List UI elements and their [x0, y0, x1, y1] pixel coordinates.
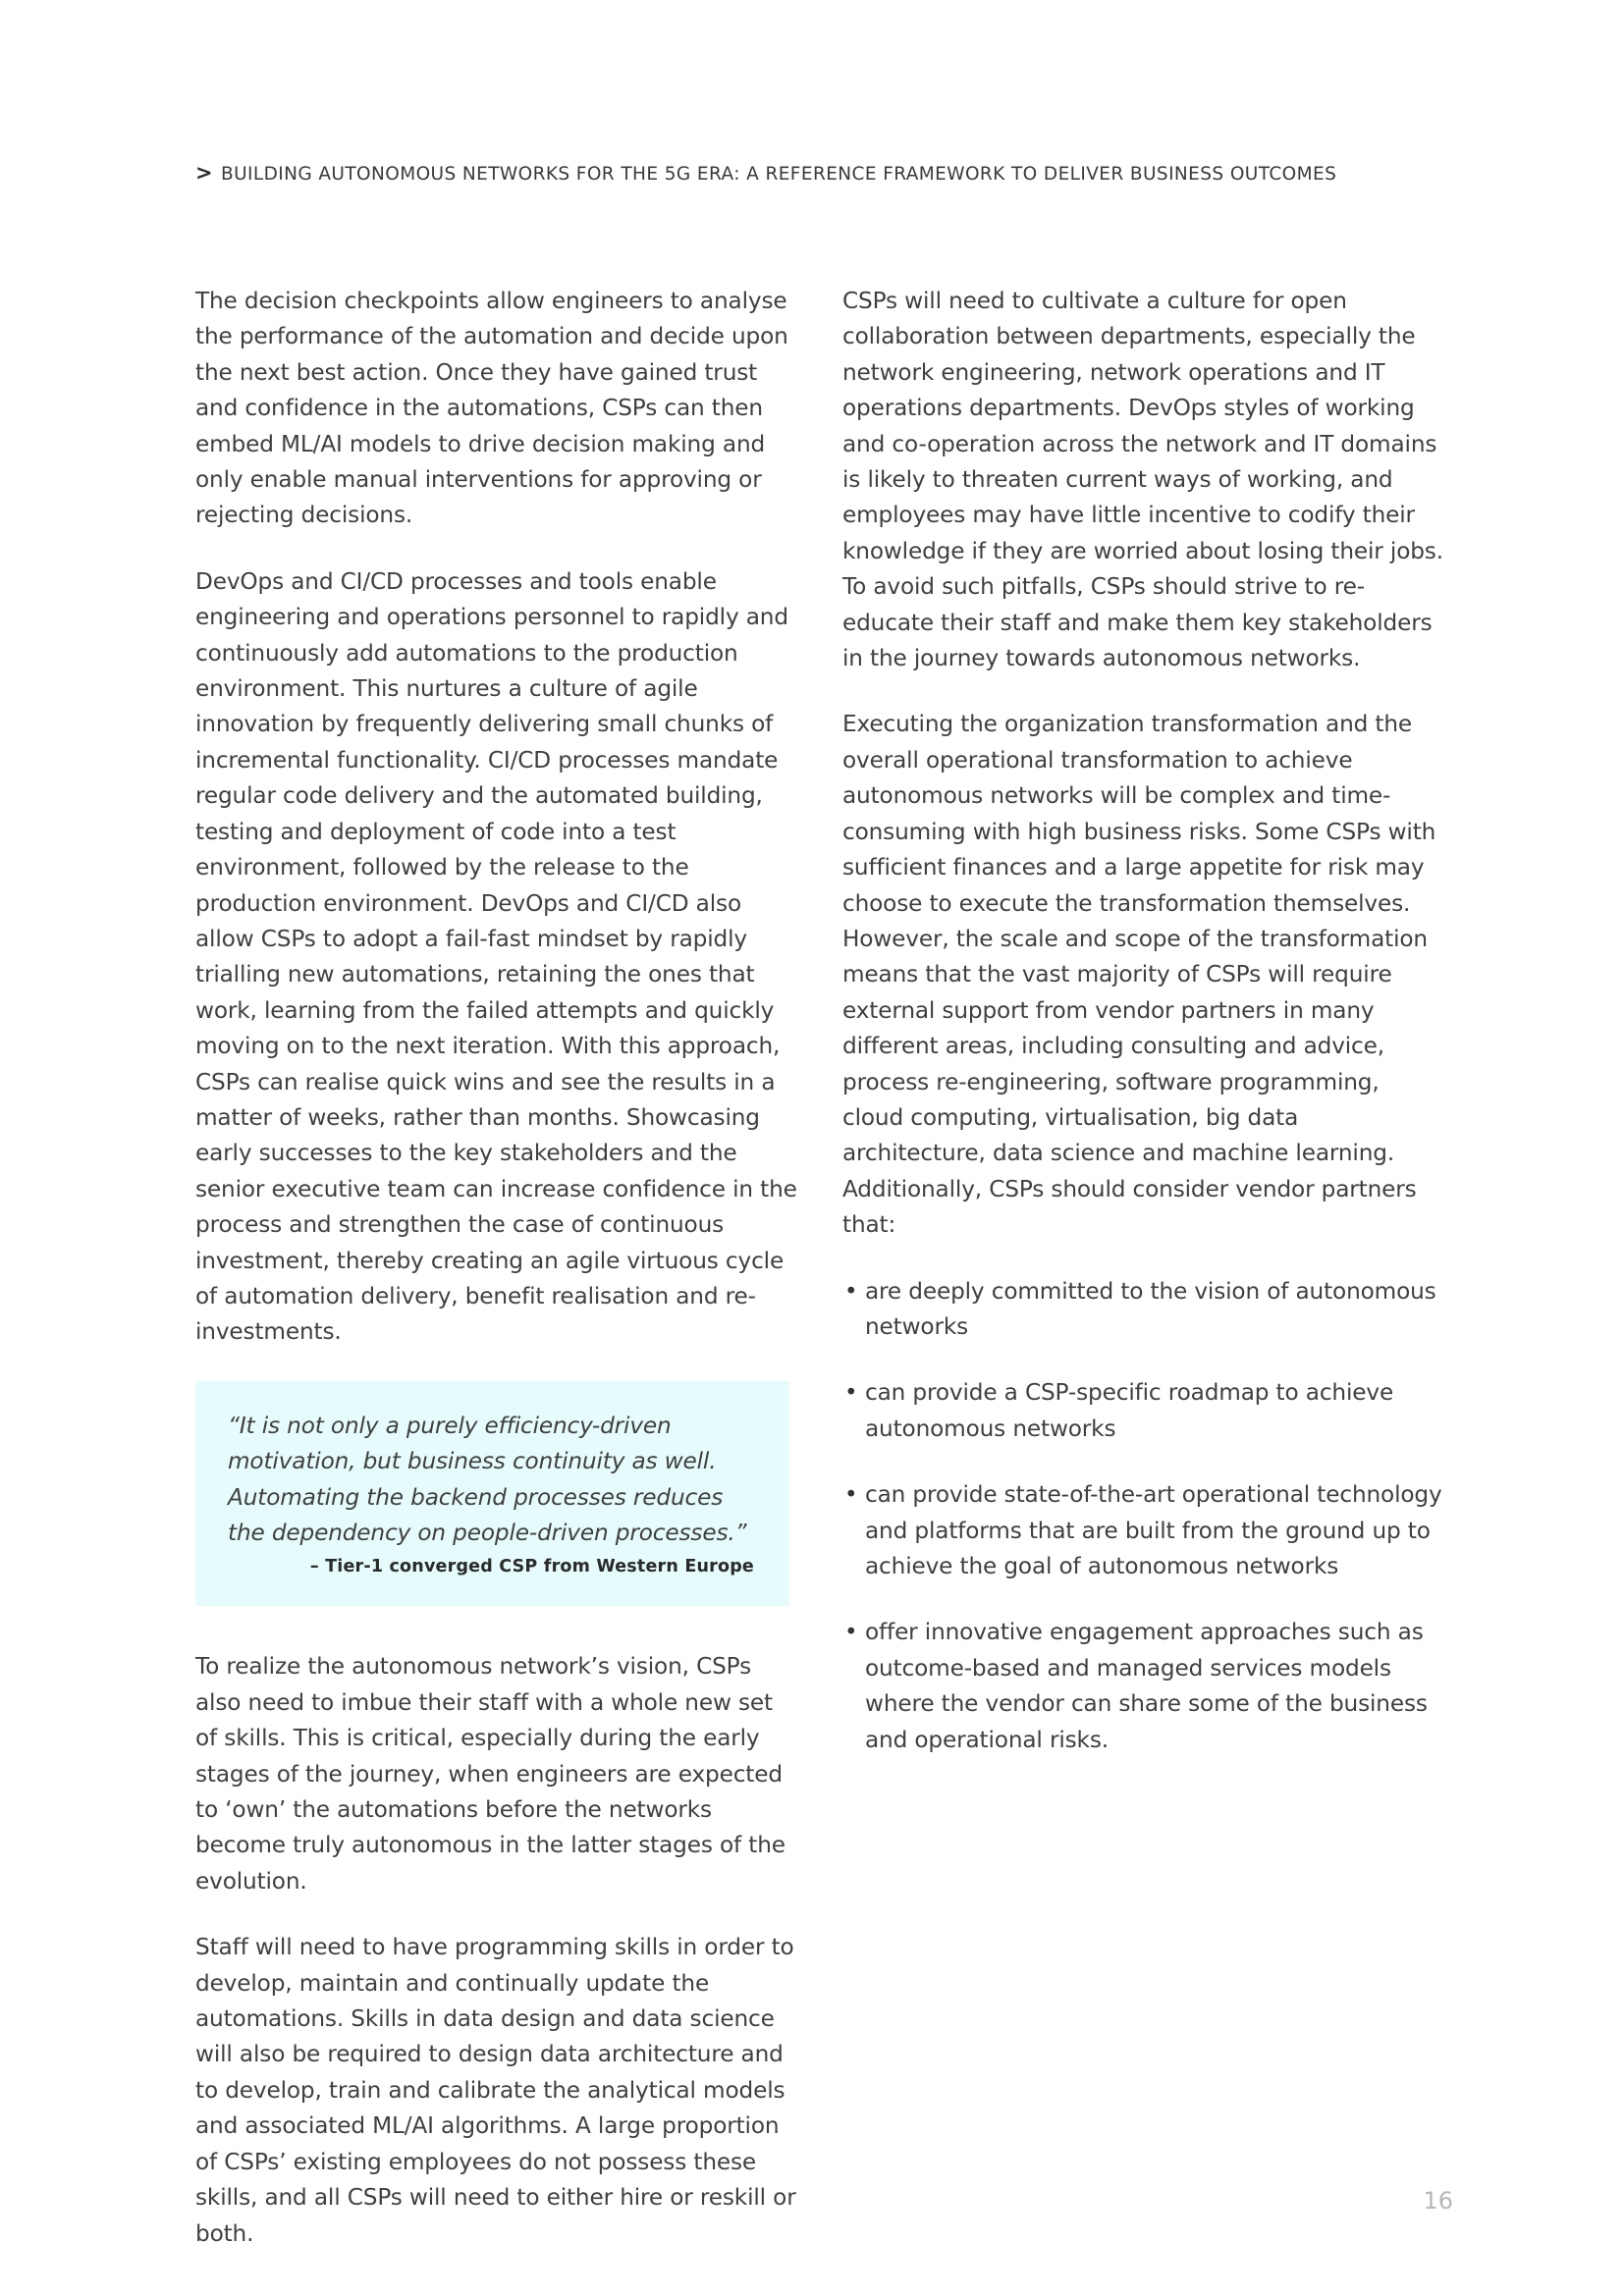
bullet-icon: •: [844, 1482, 858, 1509]
bullet-icon: •: [844, 1620, 858, 1646]
list-item: [842, 1375, 1443, 1447]
quote-source: – Tier-1 converged CSP from Western Europe: [309, 1557, 754, 1577]
list-item-text: can provide a CSP-specific roadmap to achieve autonomous networks: [865, 1379, 1394, 1442]
chevron-right-icon: >: [195, 161, 213, 185]
paragraph: DevOps and CI/CD processes and tools enable engineering and operations personnel to rapidly and continuously add automations to the production environment. This nurtures a culture of agile innovation by frequently delivering small chunks of incremental functionality. CI/CD processes mandate regular code delivery and the automated building, testing and deployment of code into a test environment, followed by the release to the production environment. DevOps and CI/CD also allow CSPs to adopt a fail-fast mindset by rapidly trialling new automations, retaining the ones that work, learning from the failed attempts and quickly moving on to the next iteration. With this approach, CSPs can realise quick wins and see the results in a matter of weeks, rather than months. Showcasing early successes to the key stakeholders and the senior executive team can increase confidence in the process and strengthen the case of continuous investment, thereby creating an agile virtuous cycle of automation delivery, benefit realisation and re-investments.: [195, 567, 797, 1346]
page-number: 16: [1423, 2187, 1453, 2215]
vendor-criteria-list: [842, 1274, 1443, 1758]
paragraph: Executing the organization transformation and the overall operational transformation to achieve autonomous networks will be complex and time-consuming with high business risks. Some CSPs with sufficient finances and a large appetite for risk may choose to execute the transformation themselves. However, the scale and scope of the transformation means that the vast majority of CSPs will require external support from vendor partners in many different areas, including consulting and advice, process re-engineering, software programming, cloud computing, virtualisation, big data architecture, data science and machine learning. Additionally, CSPs should consider vendor partners that:: [842, 711, 1436, 1239]
list-item-text: can provide state-of-the-art operational technology and platforms that are built from the ground up to achieve the goal of autonomous networks: [865, 1481, 1442, 1579]
bullet-icon: •: [844, 1380, 858, 1407]
list-item-text: are deeply committed to the vision of autonomous networks: [865, 1277, 1436, 1340]
list-item: [842, 1274, 1443, 1346]
left-column: [195, 284, 799, 2282]
bullet-icon: •: [844, 1278, 858, 1305]
paragraph: CSPs will need to cultivate a culture for open collaboration between departments, especially the network engineering, network operations and IT operations departments. DevOps styles of working and co-operation across the network and IT domains is likely to threaten current ways of working, and employees may have little incentive to codify their knowledge if they are worried about losing their jobs. To avoid such pitfalls, CSPs should strive to re-educate their staff and make them key stakeholders in the journey towards autonomous networks.: [842, 288, 1443, 672]
header-title: BUILDING AUTONOMOUS NETWORKS FOR THE 5G ERA: A REFERENCE FRAMEWORK TO DELIVER BUSINESS OUTCOMES: [221, 164, 1337, 185]
paragraph: Staff will need to have programming skills in order to develop, maintain and continually update the automations. Skills in data design and data science will also be required to design data architecture and to develop, train and calibrate the analytical models and associated ML/AI algorithms. A large proportion of CSPs’ existing employees do not possess these skills, and all CSPs will need to either hire or reskill or both.: [195, 1934, 796, 2247]
quote-text: “It is not only a purely efficiency-driven motivation, but business continuity as well. Automating the backend processes reduces the dependency on people-driven processes.”: [228, 1412, 747, 1546]
list-item: [842, 1615, 1443, 1758]
list-item-text: offer innovative engagement approaches such as outcome-based and managed services models where the vendor can share some of the business and operational risks.: [865, 1619, 1428, 1753]
pull-quote: [195, 1381, 789, 1607]
running-header: [195, 161, 1472, 185]
right-column: [842, 284, 1443, 1789]
paragraph: To realize the autonomous network’s vision, CSPs also need to imbue their staff with a whole new set of skills. This is critical, especially during the early stages of the journey, when engineers are expected to ‘own’ the automations before the networks become truly autonomous in the latter stages of the evolution.: [195, 1653, 785, 1895]
paragraph: The decision checkpoints allow engineers to analyse the performance of the automation and decide upon the next best action. Once they have gained trust and confidence in the automations, CSPs can then embed ML/AI models to drive decision making and only enable manual interventions for approving or rejecting decisions.: [195, 288, 788, 529]
list-item: [842, 1477, 1443, 1584]
